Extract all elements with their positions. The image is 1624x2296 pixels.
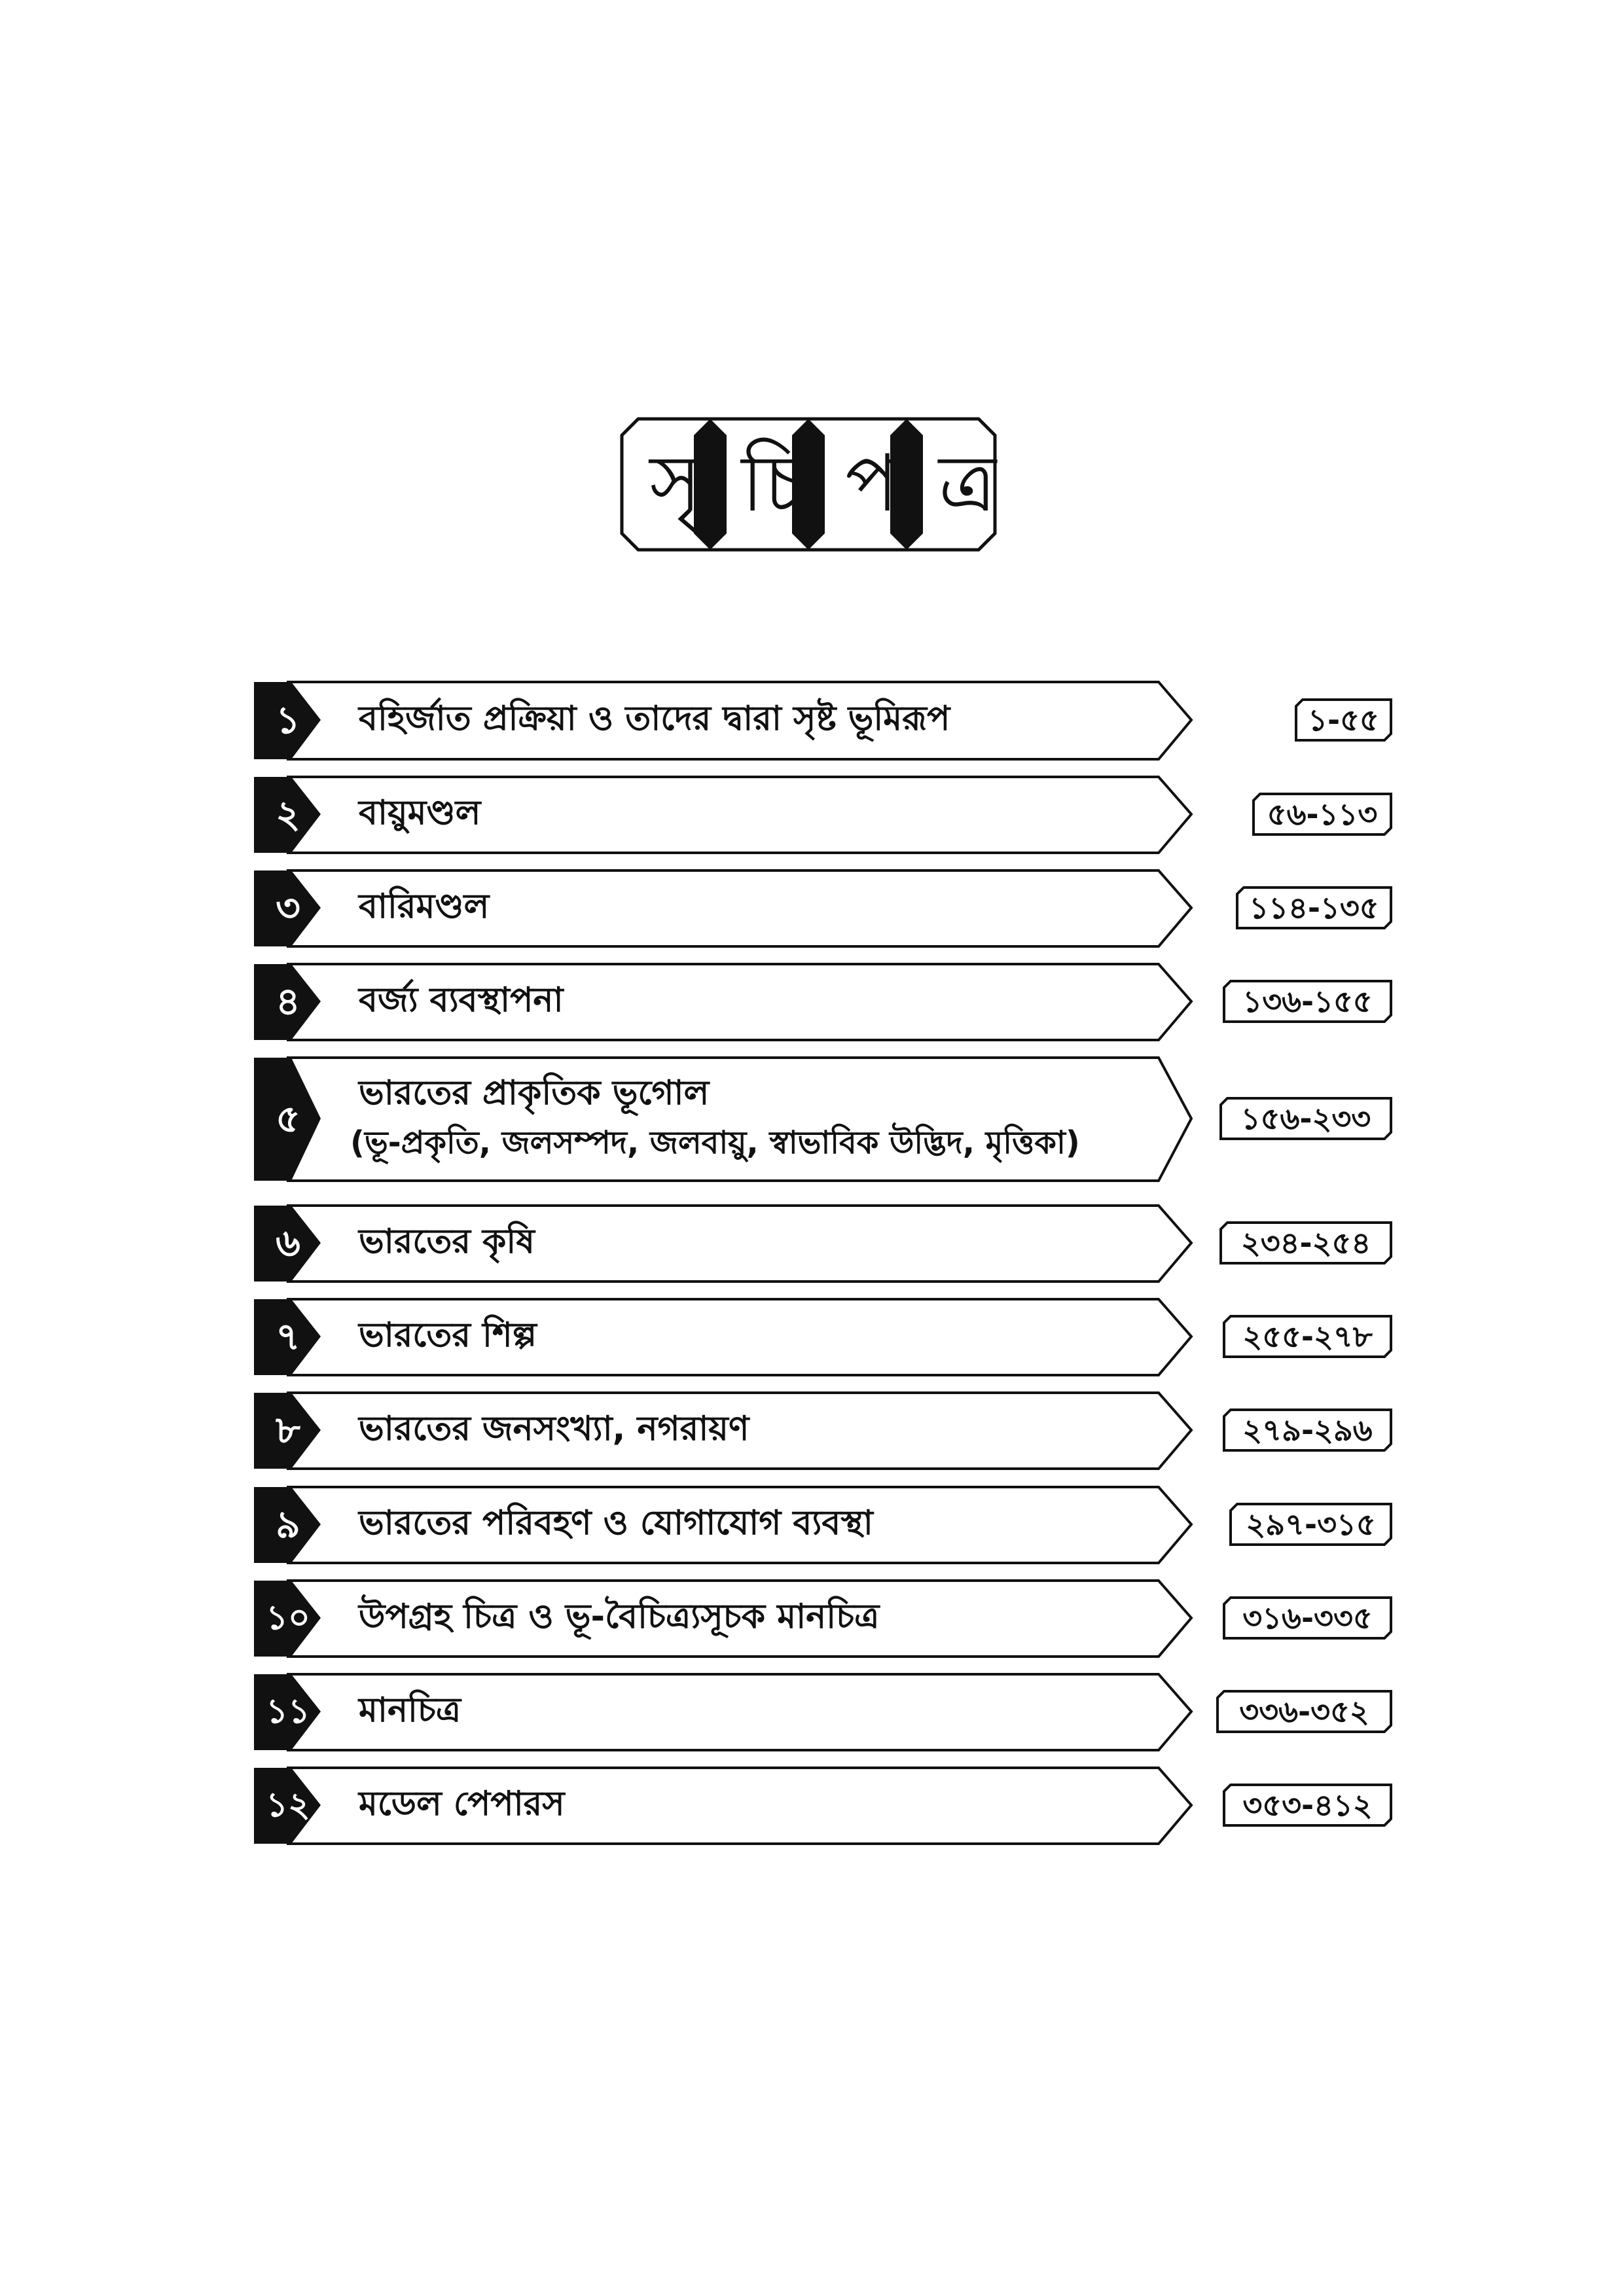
page-range: ২৩৪-২৫৪ [1240,1225,1371,1261]
chapter-number: ১ [276,698,300,742]
page-range: ২৫৫-২৭৮ [1242,1319,1373,1354]
page-range: ২৭৯-২৯৬ [1242,1412,1373,1448]
page-range: ২৯৭-৩১৫ [1246,1507,1376,1542]
chapter-row[interactable] [0,1579,1624,1657]
chapter-title: মডেল পেপারস [359,1784,565,1823]
chapter-row[interactable] [0,963,1624,1040]
chapter-number: ৯ [276,1502,300,1547]
chapter-row[interactable] [0,1767,1624,1844]
page-range: ৫৬-১১৩ [1267,797,1378,832]
chapter-row[interactable] [0,1204,1624,1282]
title-letter: ত্র [938,439,997,529]
chapter-number: ৬ [276,1221,300,1265]
page-range: ১৩৬-১৫৫ [1242,984,1373,1019]
chapter-number: ৫ [276,1096,300,1141]
chapter-number: ৭ [276,1314,300,1359]
chapter-row[interactable] [0,1391,1624,1469]
chapter-row[interactable] [0,1673,1624,1750]
title-frame [0,0,1624,655]
chapter-row[interactable] [0,1298,1624,1375]
chapter-number: ১১ [266,1692,310,1731]
chapter-number: ৪ [276,979,300,1024]
chapter-title: বায়ুমণ্ডল [359,793,481,833]
chapter-number: ৮ [276,1408,300,1452]
chapter-number: ২ [276,792,300,836]
chapter-row[interactable] [0,1056,1624,1181]
page-range: ১৫৬-২৩৩ [1240,1101,1371,1136]
chapter-row[interactable] [0,1486,1624,1563]
chapter-title: ভারতের শিল্প [359,1316,537,1355]
title-letter: সৃ [649,439,702,529]
chapter-subtitle: (ভূ-প্রকৃতি, জলসম্পদ, জলবায়ু, স্বাভাবিক উদ্ভিদ, মৃত্তিকা) [350,1124,1080,1161]
page-range: ৩৩৬-৩৫২ [1239,1694,1369,1729]
page-range: ৩৫৩-৪১২ [1242,1787,1373,1823]
chapter-row[interactable] [0,869,1624,946]
page-range: ১-৫৫ [1308,702,1379,738]
chapter-number: ৩ [276,886,300,930]
chapter-title: বর্জ্য ব্যবস্থাপনা [359,980,564,1020]
chapter-number: ১২ [266,1785,310,1825]
chapter-title: ভারতের পরিবহণ ও যোগাযোগ ব্যবস্থা [359,1503,873,1543]
chapter-number: ১০ [266,1598,310,1638]
page-range: ৩১৬-৩৩৫ [1242,1600,1373,1636]
title-letter: চি [741,439,806,529]
chapter-title: মানচিত্র [359,1691,461,1730]
chapter-row[interactable] [0,681,1624,759]
chapter-title: বহির্জাত প্রক্রিয়া ও তাদের দ্বারা সৃষ্ট ভূমিরূপ [359,699,950,738]
chapter-title: বারিমণ্ডল [359,887,490,926]
title-letter: প [845,439,899,529]
chapter-title: ভারতের জনসংখ্যা, নগরায়ণ [359,1409,749,1448]
chapter-title: উপগ্রহ চিত্র ও ভূ-বৈচিত্র্যসূচক মানচিত্র [359,1597,880,1636]
page-range: ১১৪-১৩৫ [1249,890,1379,925]
chapter-row[interactable] [0,776,1624,853]
chapter-title: ভারতের কৃষি [359,1222,535,1261]
chapter-title: ভারতের প্রাকৃতিক ভূগোল [359,1073,710,1113]
